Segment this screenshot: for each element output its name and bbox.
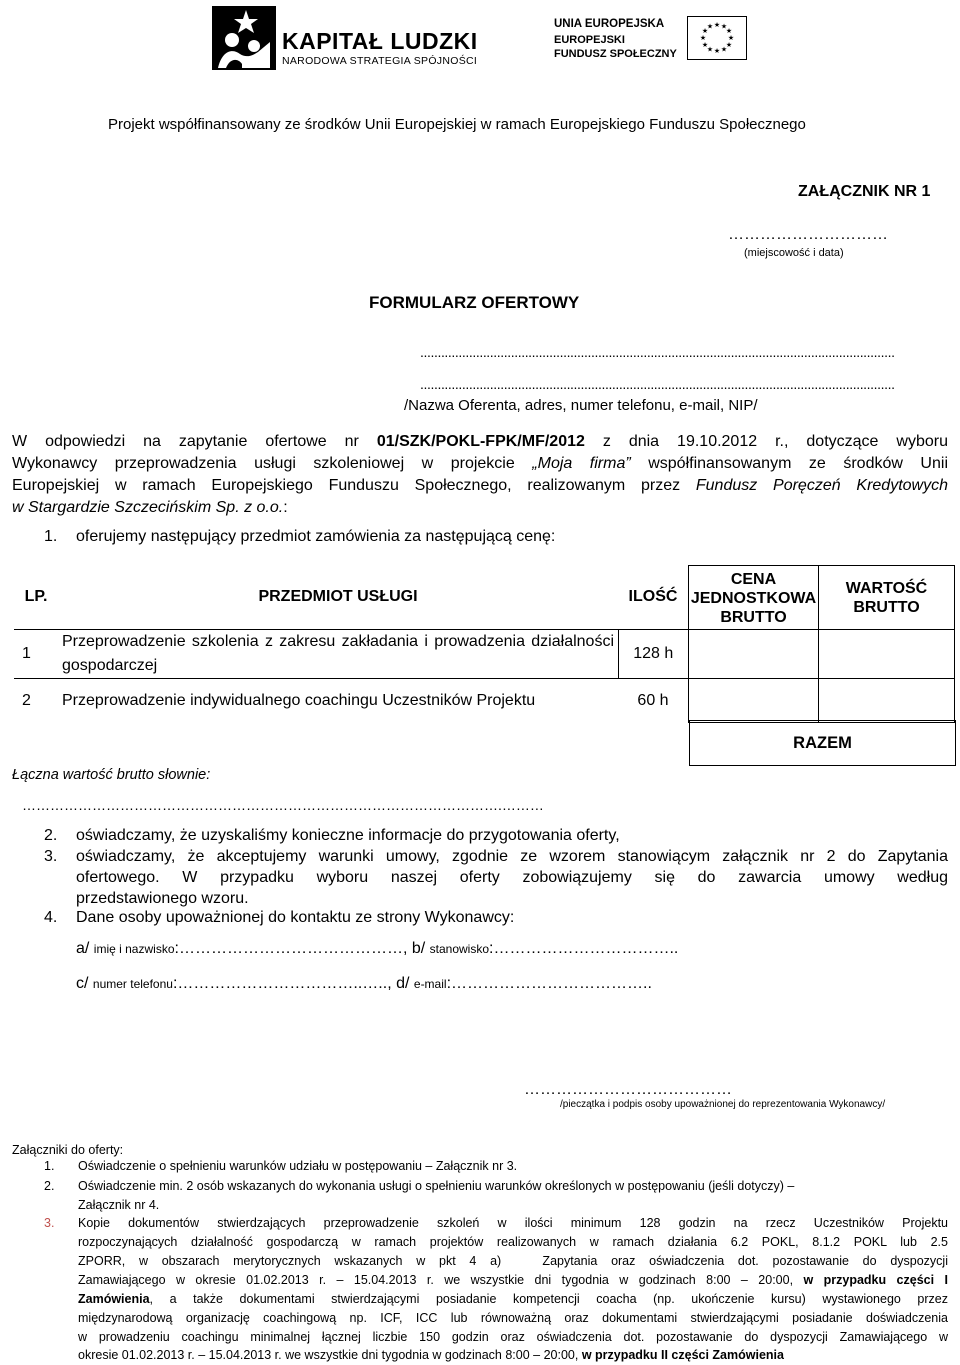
contact-phone-label: numer telefonu (92, 977, 173, 991)
offer-table (14, 565, 955, 723)
row-1-value (819, 630, 955, 679)
contact-name-label: imię i nazwisko (93, 942, 175, 956)
contact-position-label: stanowisko (429, 942, 490, 956)
offeror-dots-line-1: ........................................................................................................................................ (420, 344, 895, 360)
svg-text:★: ★ (701, 27, 709, 35)
svg-text:★: ★ (725, 27, 733, 35)
attachment-3-line-6: międzynarodową organizację coachingową np. ICF, ICC lub równoważną oraz dokumentami stwierdzającymi posiadanie doświadczenia (78, 1311, 948, 1325)
svg-text:★: ★ (725, 41, 733, 49)
header-qty: ILOŚĆ (618, 566, 689, 630)
place-date-dots: ………………………… (728, 226, 888, 243)
point-4-text: Dane osoby upoważnionej do kontaktu ze strony Wykonawcy: (76, 909, 515, 926)
kapital-ludzki-logo (212, 6, 478, 70)
row-1-unit-price (689, 630, 819, 679)
row-2-subject: Przeprowadzenie indywidualnego coachingu Uczestników Projektu (58, 679, 618, 723)
kapital-ludzki-name: KAPITAŁ LUDZKI (282, 28, 478, 54)
attachment-3-line-8 (78, 1348, 784, 1362)
attachment-3-text: Zamawiającego w okresie 01.02.2013 r. – 15.04.2013 r. we wszystkie dni tygodnia w godzinach 8:00 – 20:00, (78, 1273, 804, 1287)
signature-dots: ………………………………… (524, 1081, 732, 1098)
header-value: WARTOŚĆ BRUTTO (819, 566, 955, 630)
contact-email-label: e-mail (413, 977, 447, 991)
point-3-line-2: ofertowego. W przypadku wyboru naszej oferty zobowiązujemy się do zawarcia umowy według (76, 869, 948, 886)
intro-text: współfinansowanym ze środków Unii (630, 455, 948, 472)
intro-text: , dotyczące wyboru (783, 433, 948, 450)
contact-phone-dots: :……………………………..….., (172, 975, 397, 992)
project-name: „Moja firma” (532, 455, 631, 472)
intro-line-1 (12, 433, 948, 451)
attachment-3-text: okresie 01.02.2013 r. – 15.04.2013 r. we wszystkie dni tygodnia w godzinach 8:00 – 20:00, (78, 1348, 582, 1362)
total-cell: RAZEM (689, 720, 956, 766)
point-3-number: 3. (44, 848, 58, 865)
attachment-3-bold: w przypadku II części Zamówienia (581, 1348, 784, 1362)
contact-name-position-field[interactable] (76, 940, 678, 958)
inquiry-number: 01/SZK/POKL-FPK/MF/2012 (376, 433, 585, 450)
point-3-line-1: oświadczamy, że akceptujemy warunki umowy, zgodnie ze wzorem stanowiącym załącznik nr 2 do Zapytania (76, 848, 948, 865)
contact-d-prefix: d/ (396, 975, 410, 992)
svg-text:★: ★ (720, 45, 728, 54)
svg-text:★: ★ (701, 41, 709, 49)
svg-text:★: ★ (699, 34, 707, 42)
attachment-3-line-1: Kopie dokumentów stwierdzających przeprowadzenie szkoleń w ilości minimum 128 godzin na rzecz Uczestników Projektu (78, 1216, 948, 1230)
attachment-3-line-4 (78, 1273, 948, 1287)
header-subject: PRZEDMIOT USŁUGI (58, 566, 618, 630)
contact-a-prefix: a/ (76, 940, 90, 957)
kapital-ludzki-emblem-icon (212, 6, 276, 70)
kapital-ludzki-subtitle: NARODOWA STRATEGIA SPÓJNOŚCI (282, 55, 478, 67)
point-2-number: 2. (44, 827, 58, 844)
attachment-2-line-1: Oświadczenie min. 2 osób wskazanych do wykonania usługi o spełnieniu warunków określonych w postępowaniu (jeśli dotyczy) – (78, 1179, 795, 1193)
attachment-3-line-5 (78, 1292, 948, 1306)
row-2-lp: 2 (14, 679, 58, 723)
contact-name-dots: :……………………………………, (174, 940, 412, 957)
offeror-label: /Nazwa Oferenta, adres, numer telefonu, e-mail, NIP/ (404, 397, 758, 414)
row-1-lp: 1 (22, 645, 31, 662)
row-1-subject (58, 630, 618, 679)
intro-text: W odpowiedzi na zapytanie ofertowe nr (12, 433, 377, 450)
contact-position-dots: :…………………………….. (489, 940, 679, 957)
total-words-label: Łączna wartość brutto słownie: (12, 767, 211, 783)
row-2-qty: 60 h (618, 679, 689, 723)
svg-text:★: ★ (727, 34, 735, 42)
svg-text:★: ★ (720, 22, 728, 31)
form-title: FORMULARZ OFERTOWY (369, 293, 580, 312)
point-1-number: 1. (44, 528, 58, 545)
eu-flag-icon (687, 16, 747, 60)
svg-text:★: ★ (713, 21, 721, 29)
row-1-qty: 128 h (618, 630, 689, 679)
header-lp: LP. (14, 566, 58, 630)
intro-text: z dnia (584, 433, 678, 450)
project-cofinancing-line: Projekt współfinansowany ze środków Unii Europejskiej w ramach Europejskiego Funduszu Społecznego (108, 116, 806, 133)
svg-text:★: ★ (713, 47, 721, 55)
contracting-authority: Fundusz Poręczeń Kredytowych (695, 477, 948, 494)
attachment-3-bold: w przypadku części I (803, 1273, 948, 1287)
table-row (14, 630, 955, 679)
intro-line-3 (12, 477, 948, 495)
attachment-1-line: Oświadczenie o spełnieniu warunków udziału w postępowaniu – Załącznik nr 3. (78, 1159, 518, 1173)
attachment-3-line-3: ZPORR, w obszarach merytorycznych wskazanych w pkt 4 a) Zapytania oraz oświadczenia dot. pozostawanie do dyspozycji (78, 1254, 948, 1268)
point-4-number: 4. (44, 909, 58, 926)
point-1-text: oferujemy następujący przedmiot zamówienia za następującą cenę: (76, 528, 556, 545)
intro-line-4 (12, 499, 288, 517)
eu-name-line2: EUROPEJSKI (554, 34, 625, 46)
intro-line-2 (12, 455, 948, 473)
attachment-3-line-7: w prowadzeniu coachingu minimalnej łącznej liczbie 150 godzin oraz oświadczenia dot. pozostawanie do dyspozycji Zamawiającego w (78, 1330, 948, 1344)
contact-phone-email-field[interactable] (76, 975, 652, 993)
row-2-unit-price (689, 679, 819, 723)
attachment-3-bold: Zamówienia (78, 1292, 150, 1306)
attachment-3-number: 3. (44, 1216, 55, 1230)
svg-text:★: ★ (706, 45, 714, 54)
inquiry-date: 19.10.2012 r. (677, 433, 784, 450)
row-1-subject-text: Przeprowadzenie szkolenia z zakresu zakładania i prowadzenia działalności gospodarczej (62, 633, 614, 674)
total-words-dots: ………………………………………………………………………………………….……… (22, 797, 544, 813)
contact-email-dots: :……………………………….. (446, 975, 652, 992)
attachment-3-line-2: rozpoczynających działalność gospodarczą w ramach projektów realizowanych w ramach działania 6.2 POKL, 8.1.2 POKL lub 2.5 (78, 1235, 948, 1249)
intro-text: Wykonawcy przeprowadzenia usługi szkoleniowej w projekcie (12, 455, 533, 472)
table-row (14, 679, 955, 723)
point-3-line-3: przedstawionego wzoru. (76, 890, 249, 907)
eu-logo (554, 16, 748, 68)
attachment-2-line-2: Załącznik nr 4. (78, 1198, 160, 1212)
attachment-1-number: 1. (44, 1159, 55, 1173)
point-2-text: oświadczamy, że uzyskaliśmy konieczne informacje do przygotowania oferty, (76, 827, 620, 844)
signature-label: /pieczątka i podpis osoby upoważnionej do reprezentowania Wykonawcy/ (560, 1099, 886, 1110)
header-unit-price: CENA JEDNOSTKOWA BRUTTO (689, 566, 819, 630)
eu-name-line1: UNIA EUROPEJSKA (554, 18, 665, 30)
contact-c-prefix: c/ (76, 975, 89, 992)
attachment-3-text (78, 1292, 150, 1306)
row-2-value (819, 679, 955, 723)
attachment-3-text: , a także dokumentami stwierdzającymi posiadanie kompetencji coacha (np. ukończenie kursu) wystawionego przez (149, 1292, 948, 1306)
place-date-label: (miejscowość i data) (744, 247, 844, 259)
eu-name-line3: FUNDUSZ SPOŁECZNY (554, 48, 677, 60)
attachment-2-number: 2. (44, 1179, 55, 1193)
intro-text: : (283, 499, 288, 516)
svg-text:★: ★ (706, 22, 714, 31)
offeror-dots-line-2: ........................................................................................................................................ (420, 376, 895, 392)
contracting-authority-location: w Stargardzie Szczecińskim Sp. z o.o. (12, 499, 284, 516)
intro-text: Europejskiej w ramach Europejskiego Funduszu Społecznego, realizowanym przez (12, 477, 696, 494)
contact-b-prefix: b/ (411, 940, 426, 957)
attachments-title: Załączniki do oferty: (12, 1143, 124, 1157)
annex-title: ZAŁĄCZNIK NR 1 (798, 183, 931, 200)
